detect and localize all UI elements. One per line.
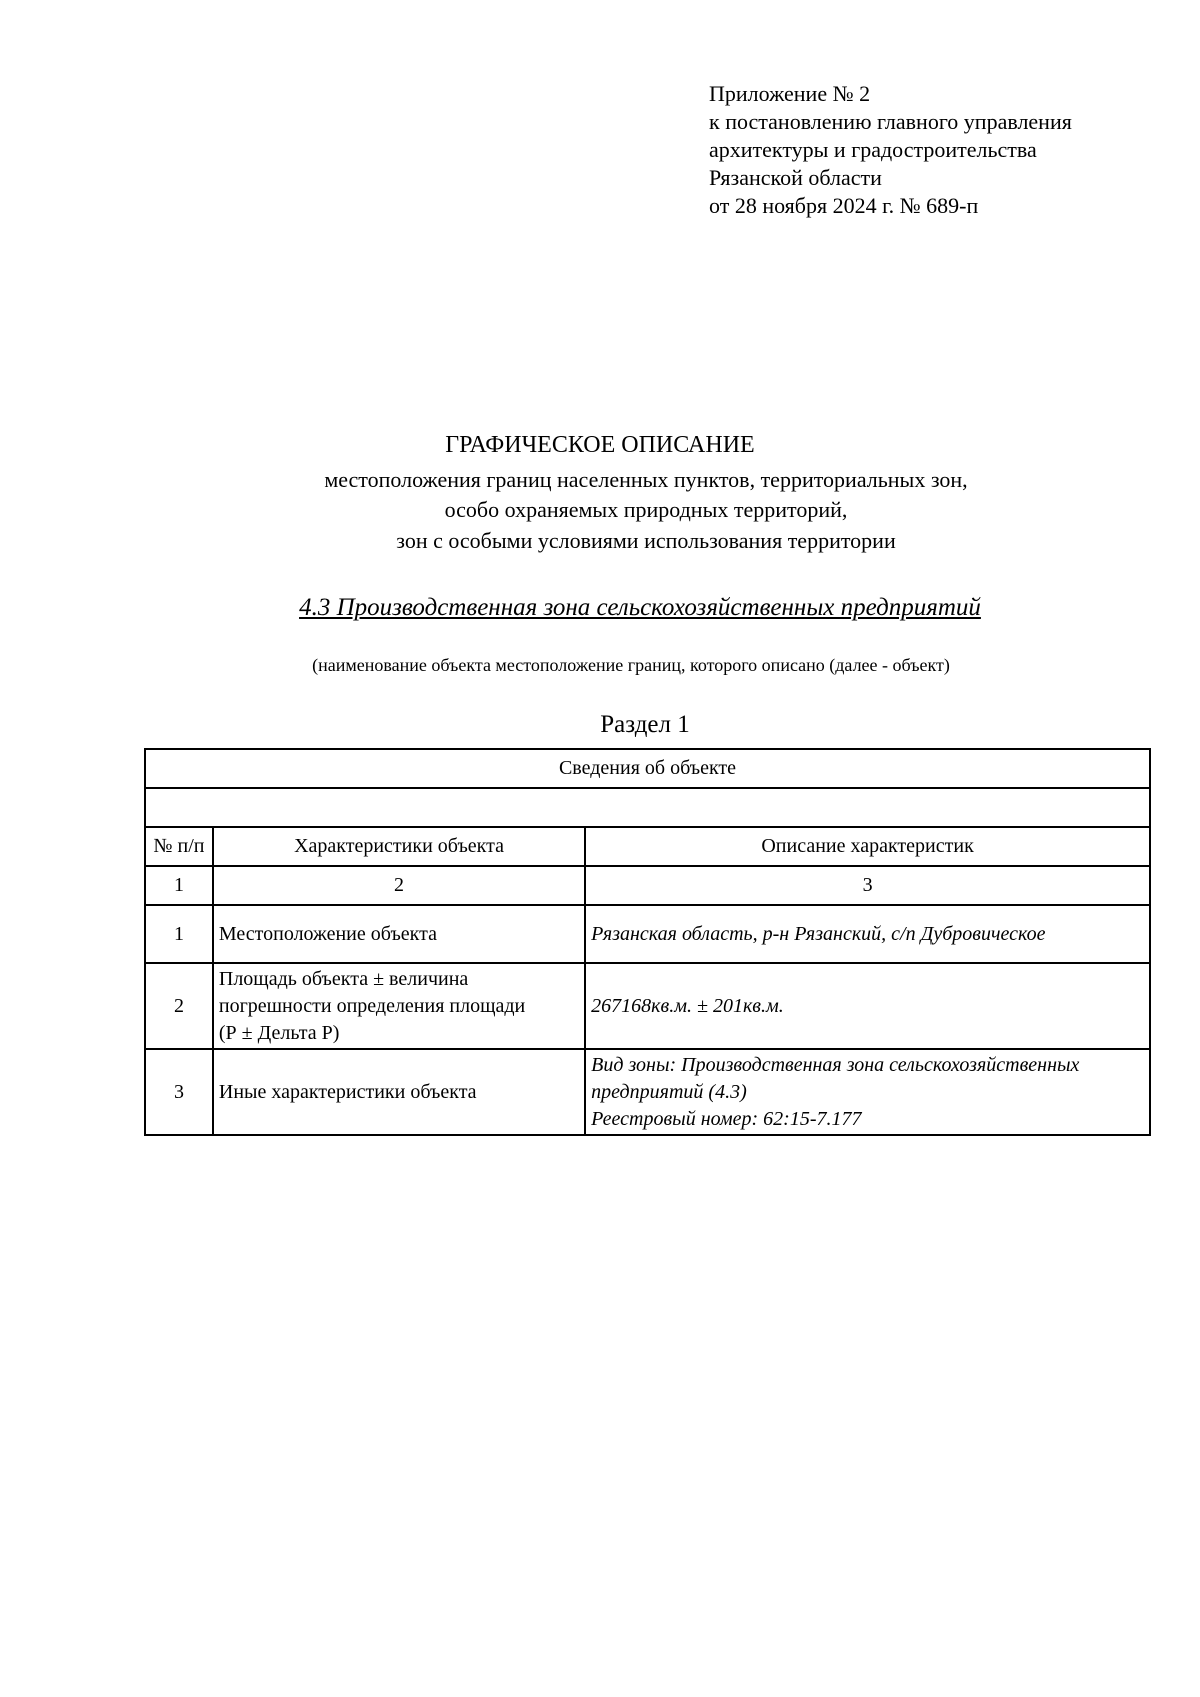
description-line: предприятий (4.3) bbox=[591, 1080, 747, 1103]
column-number: 3 bbox=[585, 866, 1150, 905]
table-empty-cell bbox=[145, 788, 1150, 827]
description-line: Реестровый номер: 62:15-7.177 bbox=[591, 1107, 862, 1130]
row-characteristic bbox=[213, 905, 585, 963]
row-characteristic bbox=[213, 963, 585, 1049]
column-header: Характеристики объекта bbox=[213, 827, 585, 866]
row-number: 2 bbox=[145, 963, 213, 1049]
description-line: Вид зоны: Производственная зона сельскохозяйственных bbox=[591, 1053, 1080, 1076]
appendix-line: к постановлению главного управления bbox=[709, 109, 1072, 134]
appendix-line: Приложение № 2 bbox=[709, 81, 871, 106]
table-empty-row bbox=[145, 788, 1150, 827]
column-header: № п/п bbox=[145, 827, 213, 866]
table-row bbox=[145, 905, 1150, 963]
object-info-table bbox=[144, 748, 1151, 1136]
document-subtitle-line: зон с особыми условиями использования территории bbox=[396, 528, 896, 553]
document-subtitle-line: особо охраняемых природных территорий, bbox=[444, 497, 848, 522]
description-line: 267168кв.м. ± 201кв.м. bbox=[591, 994, 784, 1017]
row-number: 1 bbox=[145, 905, 213, 963]
section-title: Раздел 1 bbox=[600, 711, 690, 738]
characteristic-line: Местоположение объекта bbox=[218, 922, 437, 945]
row-characteristic bbox=[213, 1049, 585, 1135]
appendix-line: архитектуры и градостроительства bbox=[709, 137, 1037, 162]
column-header: Описание характеристик bbox=[585, 827, 1150, 866]
table-header-row bbox=[145, 827, 1150, 866]
column-number: 1 bbox=[145, 866, 213, 905]
characteristic-line: погрешности определения площади bbox=[218, 994, 526, 1017]
row-description bbox=[585, 1049, 1150, 1135]
row-description bbox=[585, 905, 1150, 963]
appendix-line: Рязанской области bbox=[709, 165, 882, 190]
table-row bbox=[145, 1049, 1150, 1135]
row-number: 3 bbox=[145, 1049, 213, 1135]
characteristic-line: Иные характеристики объекта bbox=[218, 1080, 477, 1103]
document-subtitle-line: местоположения границ населенных пунктов, территориальных зон, bbox=[324, 467, 968, 492]
table-column-numbers-row bbox=[145, 866, 1150, 905]
appendix-line: от 28 ноября 2024 г. № 689-п bbox=[709, 193, 979, 218]
appendix-block bbox=[709, 80, 1072, 220]
document-title: ГРАФИЧЕСКОЕ ОПИСАНИЕ bbox=[445, 432, 755, 458]
object-caption: (наименование объекта местоположение границ, которого описано (далее - объект) bbox=[312, 655, 950, 675]
description-line: Рязанская область, р-н Рязанский, с/п Дубровическое bbox=[591, 922, 1046, 945]
table-heading: Сведения об объекте bbox=[145, 749, 1150, 788]
object-name: 4.3 Производственная зона сельскохозяйственных предприятий bbox=[299, 594, 981, 621]
column-number: 2 bbox=[213, 866, 585, 905]
table-row bbox=[145, 963, 1150, 1049]
table-heading-row bbox=[145, 749, 1150, 788]
characteristic-line: Площадь объекта ± величина bbox=[218, 967, 469, 990]
characteristic-line: (Р ± Дельта Р) bbox=[218, 1021, 340, 1044]
row-description bbox=[585, 963, 1150, 1049]
